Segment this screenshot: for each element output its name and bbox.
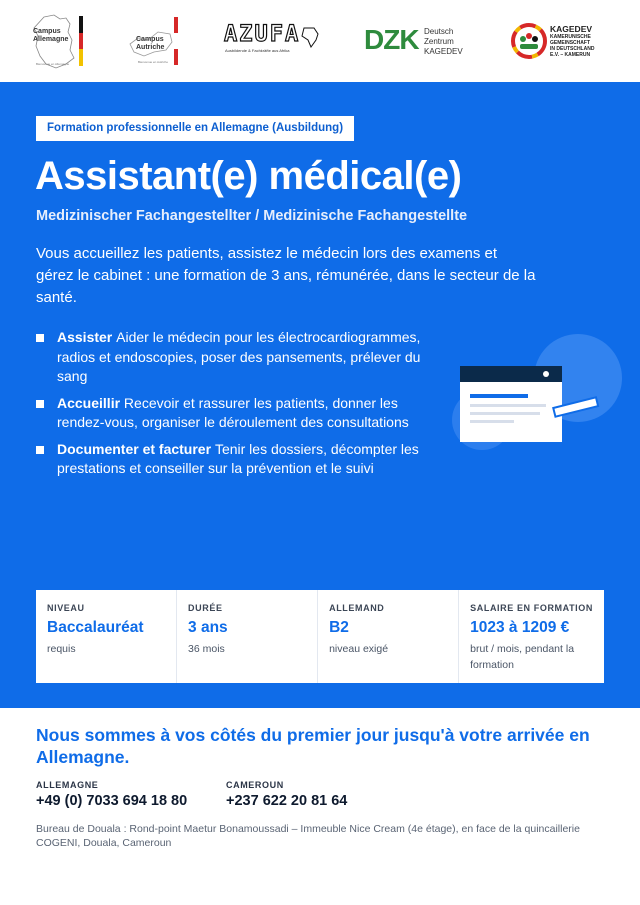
- kagedev-people-circle-icon: [510, 22, 548, 60]
- dzk-line-2: Zentrum: [424, 37, 454, 46]
- kagedev-line-1: KAMERUNISCHE: [550, 34, 591, 40]
- fact-note: niveau exigé: [329, 643, 389, 655]
- task-description: Tenir les dossiers, décompter les prestations et conseiller sur la prévention et le suivi: [57, 440, 419, 476]
- contact-country-label: ALLEMAGNE: [36, 780, 99, 790]
- task-description: Aider le médecin pour les électrocardiogrammes, radios et endoscopies, poser des pansements, prélever du sang: [57, 329, 421, 384]
- phone-number-germany[interactable]: +49 (0) 7033 694 18 80: [36, 793, 188, 809]
- task-item-documenter: [36, 440, 426, 479]
- fact-label: ALLEMAND: [329, 603, 385, 613]
- austrian-flag-stripe: [174, 17, 178, 65]
- dzk-logo[interactable]: [364, 24, 468, 60]
- kagedev-logo[interactable]: [510, 20, 620, 64]
- partner-logo-bar: [0, 0, 640, 82]
- fact-card-salaire: [459, 590, 604, 683]
- fact-label: NIVEAU: [47, 603, 85, 613]
- german-job-title: Medizinischer Fachangestellter / Medizinische Fachangestellte: [36, 208, 468, 224]
- dzk-wordmark: DZK: [364, 24, 419, 55]
- kagedev-line-2: GEMEINSCHAFT: [550, 40, 590, 46]
- square-bullet-icon: [36, 400, 44, 408]
- campus-autriche-tagline: Bienvenue en Autriche: [138, 60, 169, 64]
- program-badge: Formation professionnelle en Allemagne (Ausbildung): [36, 116, 354, 141]
- task-description: Recevoir et rassurer les patients, donner les rendez-vous, organiser le déroulement des consultations: [57, 394, 409, 430]
- fact-note: 36 mois: [188, 643, 225, 655]
- hero-section: [0, 82, 640, 708]
- campus-allemagne-logo[interactable]: [30, 14, 85, 70]
- task-list: [36, 328, 426, 486]
- medical-file-illustration-icon: [440, 322, 640, 462]
- dzk-line-1: Deutsch: [424, 27, 454, 36]
- kagedev-line-3: IN DEUTSCHLAND: [550, 46, 595, 52]
- contact-country-label: CAMEROUN: [226, 780, 284, 790]
- contact-footer: [0, 708, 640, 905]
- task-item-accueillir: [36, 394, 426, 433]
- intro-paragraph: Vous accueillez les patients, assistez le médecin lors des examens et gérez le cabinet : une formation de 3 ans, rémunérée, dans le secteur de la santé.: [36, 245, 536, 306]
- office-address: Bureau de Douala : Rond-point Maetur Bonamoussadi – Immeuble Nice Cream (4e étage), en face de la quincaillerie COGENI, Douala, Cameroun: [36, 823, 580, 849]
- campus-allemagne-tagline: Bienvenue en Allemagne: [36, 62, 70, 66]
- kagedev-line-4: E.V. – KAMERUN: [550, 52, 591, 58]
- fact-card-allemand: [318, 590, 459, 683]
- kagedev-wordmark: KAGEDEV: [550, 24, 593, 34]
- square-bullet-icon: [36, 446, 44, 454]
- fact-label: SALAIRE EN FORMATION: [470, 603, 593, 613]
- support-slogan: Nous sommes à vos côtés du premier jour jusqu'à votre arrivée en Allemagne.: [36, 725, 590, 767]
- azufa-wordmark: AZUFA: [224, 22, 301, 47]
- fact-label: DURÉE: [188, 603, 223, 613]
- fact-card-duree: [177, 590, 318, 683]
- fact-value: B2: [329, 619, 349, 636]
- azufa-logo[interactable]: [222, 20, 322, 60]
- azufa-tagline: Ausbildende & Fachkräfte aus Afrika: [225, 48, 290, 53]
- campus-autriche-logo[interactable]: [128, 14, 180, 70]
- fact-value: 3 ans: [188, 619, 228, 636]
- fact-card-niveau: [36, 590, 177, 683]
- phone-number-cameroon[interactable]: +237 622 20 81 64: [226, 793, 348, 809]
- key-facts-panel: [36, 590, 604, 683]
- fact-note: requis: [47, 643, 76, 655]
- contact-germany: [36, 780, 187, 809]
- contact-cameroon: [226, 780, 347, 809]
- campus-autriche-wordmark: Campus Autriche: [136, 36, 165, 51]
- campus-allemagne-wordmark: Campus Allemagne: [33, 28, 69, 43]
- africa-outline-icon: [300, 26, 320, 48]
- task-item-assister: [36, 328, 426, 387]
- page-title: Assistant(e) médical(e): [35, 154, 462, 198]
- task-title: Documenter et facturer: [57, 440, 215, 457]
- german-flag-stripe: [79, 16, 83, 66]
- square-bullet-icon: [36, 334, 44, 342]
- task-title: Assister: [57, 329, 117, 345]
- fact-note: brut / mois, pendant la formation: [470, 643, 575, 671]
- dzk-subtitle: [424, 27, 463, 57]
- fact-value: 1023 à 1209 €: [470, 619, 570, 636]
- kagedev-subtitle: [550, 34, 614, 58]
- task-title: Accueillir: [57, 394, 124, 411]
- fact-value: Baccalauréat: [47, 619, 144, 636]
- dzk-line-3: KAGEDEV: [424, 47, 463, 56]
